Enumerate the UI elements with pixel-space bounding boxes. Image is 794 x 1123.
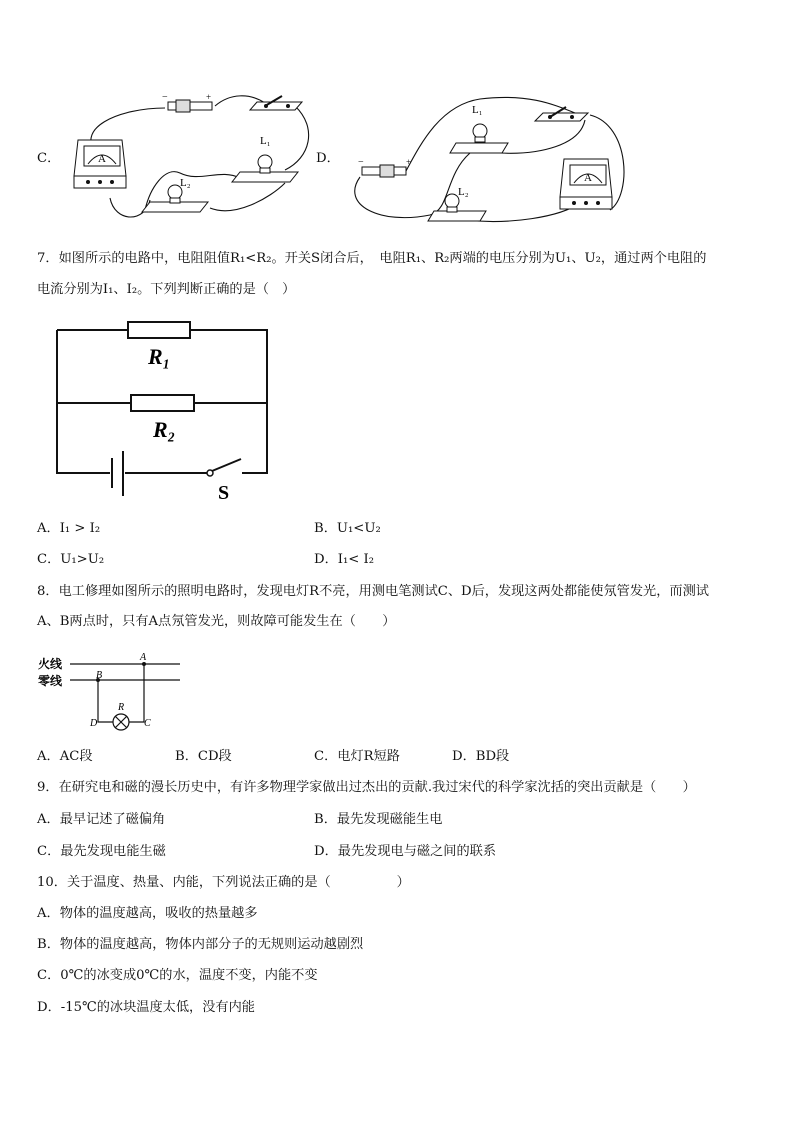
svg-text:C: C [144,718,151,729]
q7-circuit-diagram [52,318,274,504]
svg-text:−: − [162,92,168,103]
s-label: S [218,482,230,504]
wire [285,106,309,170]
svg-text:+: + [206,92,212,102]
svg-text:−: − [358,157,364,168]
svg-text:B: B [96,670,103,681]
q7-stem-line2: 电流分别为I₁、I₂。下列判断正确的是（ ） [37,282,296,297]
battery-icon [162,92,212,112]
svg-text:D: D [90,718,98,729]
battery-symbol [112,451,123,496]
wire [210,183,285,211]
svg-text:L₁: L₁ [260,135,271,147]
q7-stem-line1: 7．如图所示的电路中，电阻阻值R₁<R₂。开关S闭合后， 电阻R₁、R₂两端的电压分别为U₁、U₂，通过两个电阻的 [37,251,707,266]
q8-option-b[interactable]: B．CD段 [175,749,232,764]
bulb-l1-icon [232,135,298,182]
q10-option-b[interactable]: B．物体的温度越高，物体内部分子的无规则运动越剧烈 [37,937,364,952]
q6-option-c-figure [60,88,320,228]
q9-option-d[interactable]: D．最先发现电与磁之间的联系 [314,844,497,859]
q10-stem: 10．关于温度、热量、内能，下列说法正确的是（ ） [37,875,410,890]
live-wire-label: 火线 [38,657,63,671]
svg-text:R: R [118,702,125,713]
q9-option-b[interactable]: B．最先发现磁能生电 [314,812,443,827]
r1-label: R₁ [148,344,171,369]
svg-text:A: A [584,172,592,184]
q9-stem: 9．在研究电和磁的漫长历史中，有许多物理学家做出过杰出的贡献.我过宋代的科学家沈括的突出贡献是（ ） [37,780,696,795]
svg-text:L₂: L₂ [458,186,469,198]
q10-option-a[interactable]: A．物体的温度越高，吸收的热量越多 [37,906,258,921]
wire [500,120,585,153]
q8-option-d[interactable]: D．BD段 [452,749,510,764]
q8-option-c[interactable]: C．电灯R短路 [314,749,400,764]
resistor-r2 [131,395,194,411]
r2-label: R₂ [153,417,176,442]
ammeter-icon [74,140,126,188]
switch-icon [535,107,588,121]
battery-icon [358,157,411,177]
q7-option-b[interactable]: B．U₁<U₂ [314,521,381,536]
ammeter-icon [560,159,612,209]
svg-text:A: A [140,652,147,663]
switch-s-symbol [207,459,241,476]
wire [110,198,150,217]
q6-option-d-figure [340,85,632,230]
svg-text:+: + [406,157,412,167]
q8-stem-line2: A、B两点时，只有A点氖管发光，则故障可能发生在（ ） [37,614,396,629]
q9-option-c[interactable]: C．最先发现电能生磁 [37,844,166,859]
q10-option-d[interactable]: D．-15℃的冰块温度太低，没有内能 [37,1000,255,1015]
wire [98,680,114,722]
q7-option-d[interactable]: D．I₁< I₂ [314,552,374,567]
q6-option-d-label: D． [316,151,340,166]
q8-stem-line1: 8．电工修理如图所示的照明电路时，发现电灯R不亮，用测电笔测试C、D后，发现这两处都能使氖管发光，而测试 [37,584,709,599]
resistor-r1 [128,322,190,338]
bulb-l2-icon [142,177,208,212]
bulb-l2-icon [428,186,486,221]
svg-text:L₂: L₂ [180,177,191,189]
q9-option-a[interactable]: A．最早记述了磁偏角 [37,812,166,827]
wire [129,664,144,722]
switch-icon [250,96,302,110]
svg-text:A: A [98,153,106,165]
q6-option-c-label: C． [37,151,61,166]
wire [57,330,110,473]
q8-lighting-circuit-diagram [36,648,186,732]
wire [355,177,430,218]
neutral-wire-label: 零线 [38,674,63,688]
bulb-l1-icon [450,104,508,153]
wire [406,97,580,171]
svg-text:L₁: L₁ [472,104,483,116]
lamp-r-symbol [113,714,129,730]
q8-option-a[interactable]: A．AC段 [37,749,93,764]
q10-option-c[interactable]: C．0℃的冰变成0℃的水，温度不变，内能不变 [37,968,318,983]
q7-option-c[interactable]: C．U₁>U₂ [37,552,105,567]
q7-option-a[interactable]: A．I₁ > I₂ [37,521,101,536]
